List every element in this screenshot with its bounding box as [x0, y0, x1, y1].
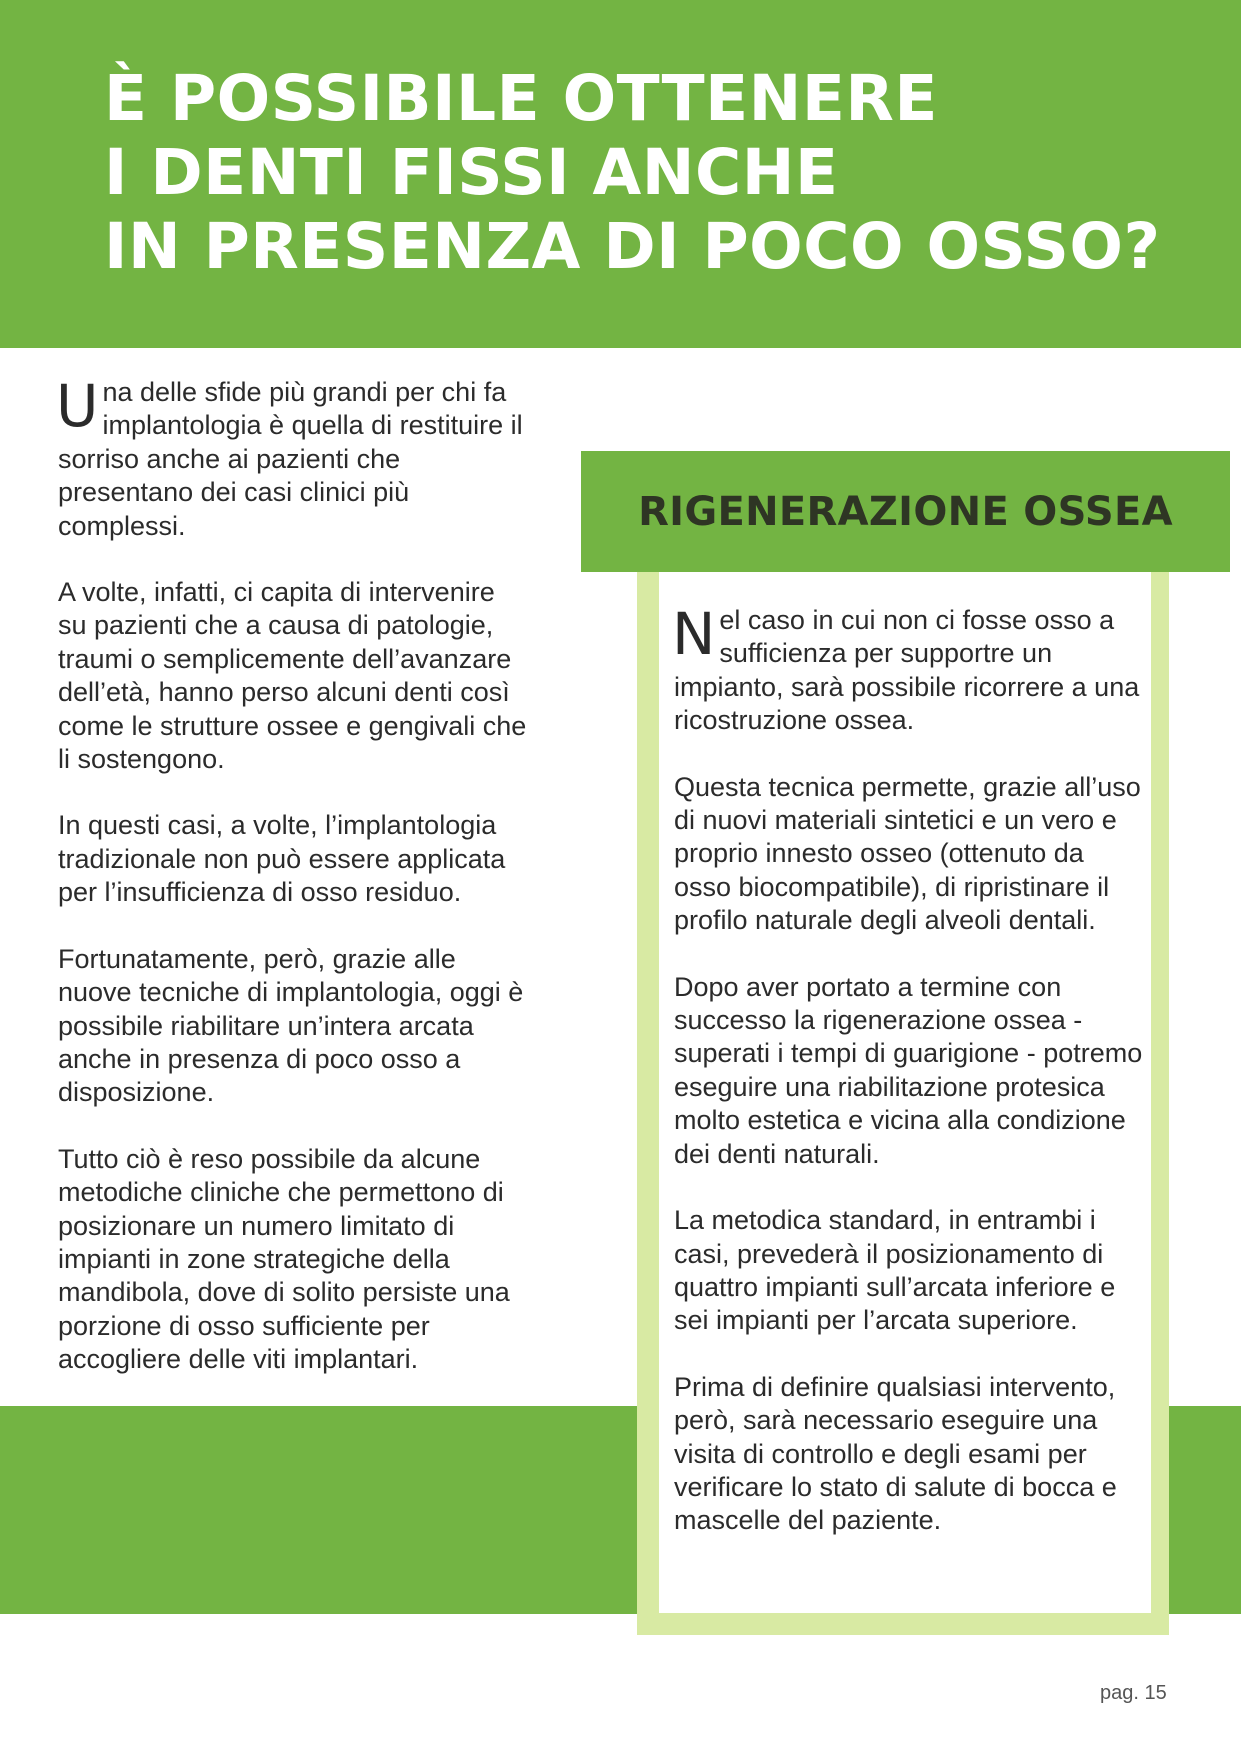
- sidebar-intro-paragraph: [672, 600, 1144, 738]
- intro-paragraph: [56, 372, 528, 543]
- body-paragraph: Fortunatamente, però, grazie alle nuove tecniche di implantologia, oggi è possibile riabilitare un’intera arcata anche in presenza di poco osso a disposizione.: [58, 943, 524, 1108]
- body-paragraph: Tutto ciò è reso possibile da alcune metodiche cliniche che permettono di posizionare un numero limitato di impianti in zone strategiche della mandibola, dove di solito persiste una porzione di osso sufficiente per accogliere delle viti implantari.: [58, 1143, 510, 1375]
- sidebar-paragraph: Questa tecnica permette, grazie all’uso di nuovi materiali sintetici e un vero e proprio innesto osseo (ottenuto da osso biocompatibile), di ripristinare il profilo naturale degli alveoli dentali.: [674, 771, 1141, 936]
- intro-paragraph-text: na delle sfide più grandi per chi fa implantologia è quella di restituire il sorriso anche ai pazienti che presentano dei casi clinici più complessi.: [58, 377, 523, 541]
- header-band: [0, 0, 1241, 348]
- page-title: [104, 62, 1161, 284]
- body-paragraph: A volte, infatti, ci capita di intervenire su pazienti che a causa di patologie, traumi o semplicemente dell’avanzare dell’età, hanno perso alcuni denti così come le strutture ossee e gengivali che li sostengono.: [58, 577, 527, 775]
- sidebar-paragraph: Dopo aver portato a termine con successo la rigenerazione ossea - superati i tempi di guarigione - potremo eseguire una riabilitazione protesica molto estetica e vicina alla condizione dei denti naturali.: [674, 971, 1143, 1169]
- drop-cap: N: [672, 600, 716, 668]
- page-title-line-2: I DENTI FISSI ANCHE: [104, 136, 839, 209]
- sidebar-paragraph: La metodica standard, in entrambi i casi, prevederà il posizionamento di quattro impianti sull’arcata inferiore e sei impianti per l’arcata superiore.: [674, 1205, 1116, 1336]
- page-title-line-1: È POSSIBILE OTTENERE: [104, 62, 938, 135]
- drop-cap: U: [56, 372, 99, 440]
- page-title-line-3: IN PRESENZA DI POCO OSSO?: [104, 210, 1161, 283]
- sidebar-paragraph: Prima di definire qualsiasi intervento, però, sarà necessario eseguire una visita di controllo e degli esami per verificare lo stato di salute di bocca e mascelle del paziente.: [674, 1371, 1117, 1536]
- sidebar-box-title: RIGENERAZIONE OSSEA: [638, 488, 1173, 535]
- sidebar-box-header: [581, 451, 1230, 572]
- left-column: [56, 372, 528, 1410]
- sidebar-box-content: [672, 600, 1144, 1571]
- body-paragraph: In questi casi, a volte, l’implantologia tradizionale non può essere applicata per l’insufficienza di osso residuo.: [58, 810, 506, 908]
- sidebar-intro-paragraph-text: el caso in cui non ci fosse osso a sufficienza per supportre un impianto, sarà possibile ricorrere a una ricostruzione ossea.: [674, 605, 1140, 736]
- page-number: pag. 15: [1100, 1682, 1167, 1704]
